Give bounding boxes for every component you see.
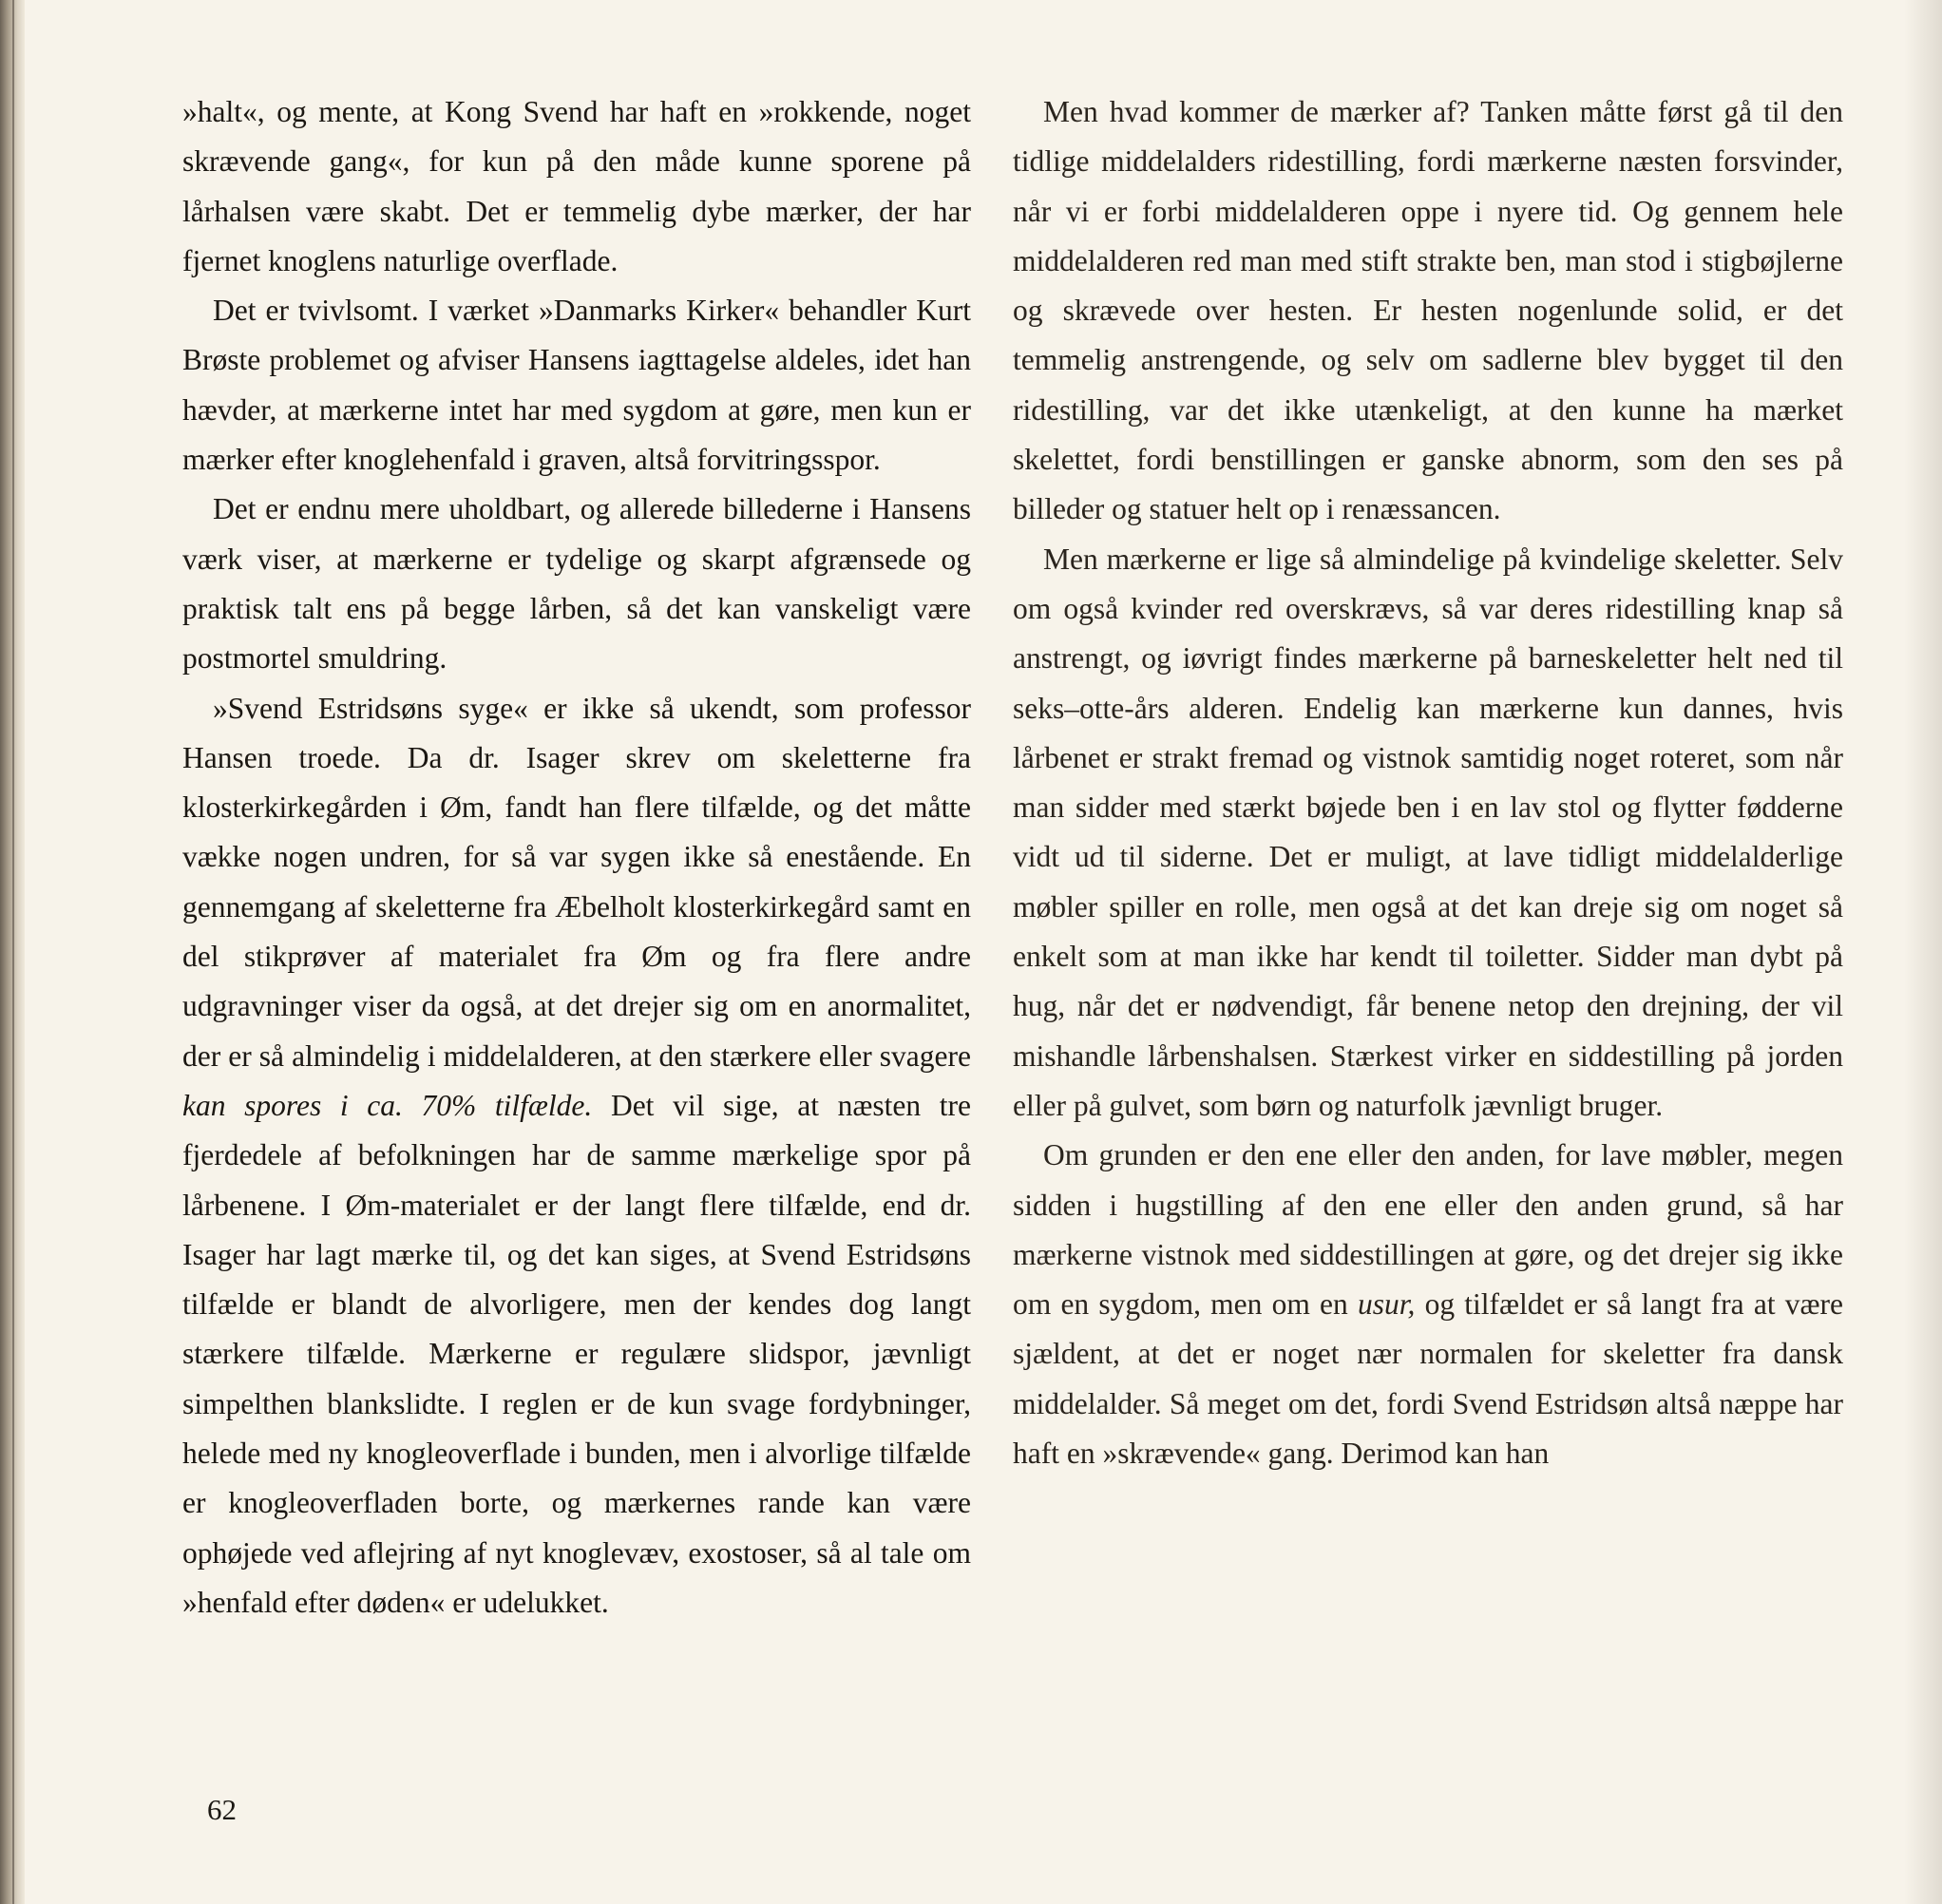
right-paragraph-3 bbox=[1013, 1131, 1843, 1478]
right-paragraph-1: Men hvad kommer de mærker af? Tanken måtte først gå til den tidlige middelalders ridestilling, fordi mærkerne næsten forsvinder, når vi er forbi middelalderen oppe i nyere tid. Og gennem hele middelalderen red man med stift strakte ben, man stod i stigbøjlerne og skrævede over hesten. Er hesten nogenlunde solid, er det temmelig anstrengende, og selv om sadlerne blev bygget til den ridestilling, var det ikke utænkeligt, at den kunne ha mærket skelettet, fordi benstillingen er ganske abnorm, som den ses på billeder og statuer helt op i renæssancen. bbox=[1013, 95, 1843, 526]
left-paragraph-1: »halt«, og mente, at Kong Svend har haft en »rokkende, noget skrævende gang«, for kun på den måde kunne sporene på lårhalsen være skabt. Det er temmelig dybe mærker, der har fjernet knoglens naturlige overflade. bbox=[182, 95, 971, 277]
gutter-crease bbox=[12, 0, 14, 1904]
right-paragraph-3-emphasis: usur, bbox=[1357, 1287, 1416, 1322]
right-paragraph-2: Men mærkerne er lige så almindelige på kvindelige skeletter. Selv om også kvinder red overskrævs, så var deres ridestilling knap så anstrengt, og iøvrigt findes mærkerne på barneskeletter helt ned til seks–otte-års alderen. Endelig kan mærkerne kun dannes, hvis lårbenet er strakt fremad og vistnok samtidig noget roteret, som når man sidder med stærkt bøjede ben i en lav stol og flytter fødderne vidt ud til siderne. Det er muligt, at lave tidligt middelalderlige møbler spiller en rolle, men også at det kan dreje sig om noget så enkelt som at man ikke har kendt til toiletter. Sidder man dybt på hug, når det er nødvendigt, får benene netop den drejning, der vil mishandle lårbenshalsen. Stærkest virker en siddestilling på jorden eller på gulvet, som børn og naturfolk jævnligt bruger. bbox=[1013, 542, 1843, 1122]
left-text-column bbox=[182, 87, 971, 1628]
right-text-column bbox=[1013, 87, 1843, 1478]
left-paragraph-4 bbox=[182, 684, 971, 1628]
left-paragraph-4-emphasis: kan spores i ca. 70% tilfælde. bbox=[182, 1088, 593, 1122]
left-paragraph-4-text-a: »Svend Estridsøns syge« er ikke så ukendt, som professor Hansen troede. Da dr. Isager skrev om skeletterne fra klosterkirkegården i Øm, fandt han flere tilfælde, og det måtte vække nogen undren, for så var sygen ikke så enestående. En gennemgang af skeletterne fra Æbelholt klosterkirkegård samt en del stikprøver af materialet fra Øm og fra flere andre udgravninger viser da også, at det drejer sig om en anormalitet, der er så almindelig i middelalderen, at den stærkere eller svagere bbox=[182, 691, 971, 1073]
page-edge-shadow bbox=[1904, 0, 1942, 1904]
left-paragraph-3: Det er endnu mere uholdbart, og allerede billederne i Hansens værk viser, at mærkerne er tydelige og skarpt afgrænsede og praktisk talt ens på begge lårben, så det kan vanskeligt være postmortel smuldring. bbox=[182, 492, 971, 676]
left-paragraph-2: Det er tvivlsomt. I værket »Danmarks Kirker« behandler Kurt Brøste problemet og afviser Hansens iagttagelse aldeles, idet han hævder, at mærkerne intet har med sygdom at gøre, men kun er mærker efter knoglehenfald i graven, altså forvitringsspor. bbox=[182, 294, 971, 477]
right-paragraph-3-text-b: og tilfældet er så langt fra at være sjældent, at det er noget nær normalen for skeletter fra dansk middelalder. Så meget om det, fordi Svend Estridsøn altså næppe har haft en »skrævende« gang. Derimod kan han bbox=[1013, 1287, 1843, 1471]
page-number: 62 bbox=[207, 1793, 237, 1826]
left-paragraph-4-text-b: Det vil sige, at næsten tre fjerdedele af befolkningen har de samme mærkelige spor på lårbenene. I Øm-materialet er der langt flere tilfælde, end dr. Isager har lagt mærke til, og det kan siges, at Svend Estridsøns tilfælde er blandt de alvorligere, men der kendes dog langt stærkere tilfælde. Mærkerne er regulære slidspor, jævnligt simpelthen blankslidte. I reglen er de kun svage fordybninger, helede med ny knogleoverflade i bunden, men i alvorlige tilfælde er knogleoverfladen borte, og mærkernes rande kan være ophøjede ved aflejring af nyt knoglevæv, exostoser, så al tale om »henfald efter døden« er udelukket. bbox=[182, 1088, 972, 1619]
right-paragraph-3-text-a: Om grunden er den ene eller den anden, for lave møbler, megen sidden i hugstilling af den ene eller den anden grund, så har mærkerne vistnok med siddestillingen at gøre, og det drejer sig ikke om en sygdom, men om en bbox=[1013, 1138, 1843, 1322]
binding-gutter bbox=[0, 0, 25, 1904]
